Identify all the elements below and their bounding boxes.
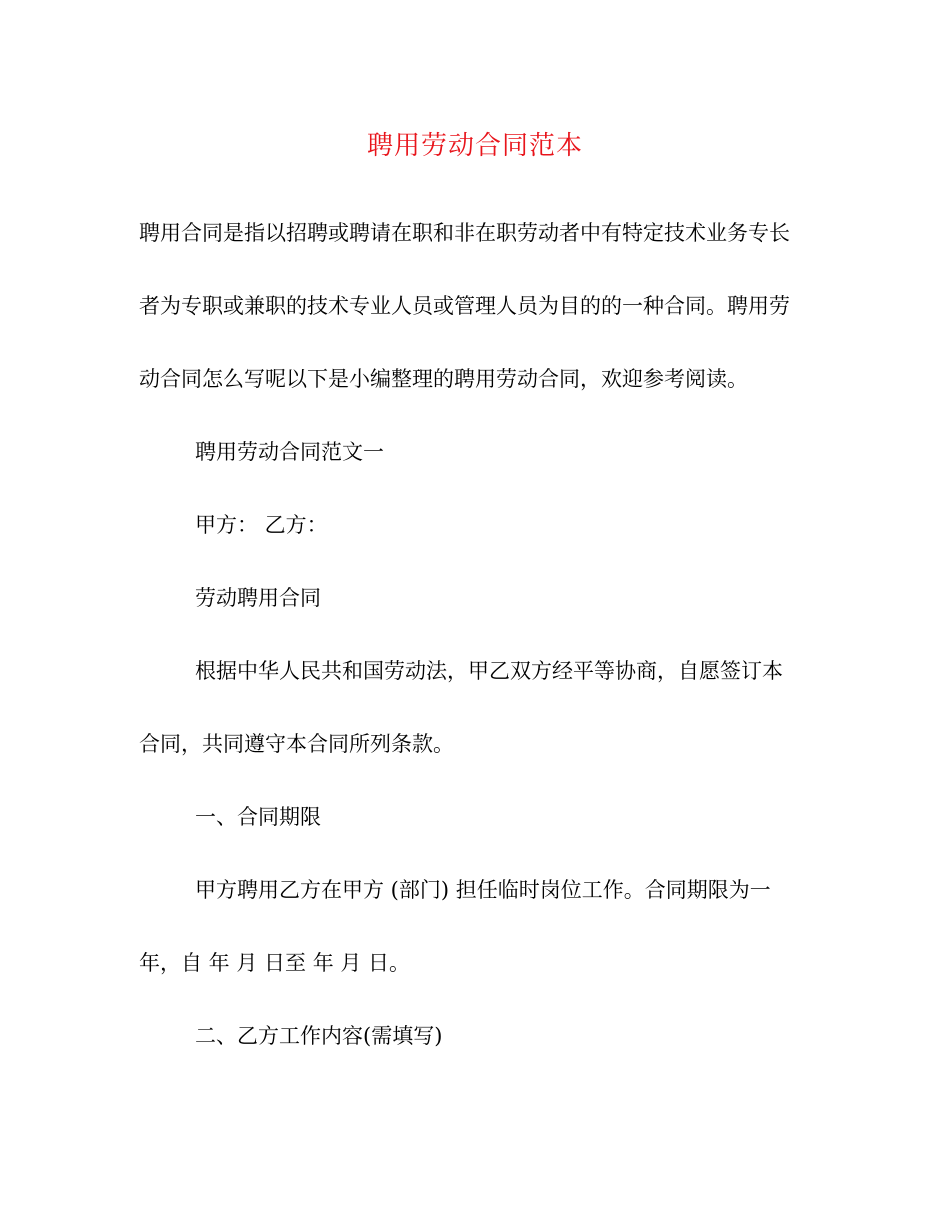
intro-line-3: 动合同怎么写呢以下是小编整理的聘用劳动合同，欢迎参考阅读。 [139, 367, 748, 391]
contract-heading: 劳动聘用合同 [195, 586, 321, 610]
clause-one-line-2: 年，自 年 月 日至 年 月 日。 [139, 951, 411, 975]
intro-line-1: 聘用合同是指以招聘或聘请在职和非在职劳动者中有特定技术业务专长 [139, 221, 790, 245]
section-heading-sample-one: 聘用劳动合同范文一 [195, 440, 384, 464]
document-title: 聘用劳动合同范本 [366, 131, 583, 161]
clause-two-heading: 二、乙方工作内容(需填写) [195, 1024, 443, 1048]
clause-one-line-1: 甲方聘用乙方在甲方 (部门) 担任临时岗位工作。合同期限为一 [195, 878, 771, 902]
clause-one-heading: 一、合同期限 [195, 805, 321, 829]
preamble-line-1: 根据中华人民共和国劳动法，甲乙双方经平等协商，自愿签订本 [195, 659, 783, 683]
intro-line-2: 者为专职或兼职的技术专业人员或管理人员为目的的一种合同。聘用劳 [139, 294, 790, 318]
preamble-line-2: 合同，共同遵守本合同所列条款。 [139, 732, 454, 756]
party-line: 甲方： 乙方： [195, 513, 328, 537]
